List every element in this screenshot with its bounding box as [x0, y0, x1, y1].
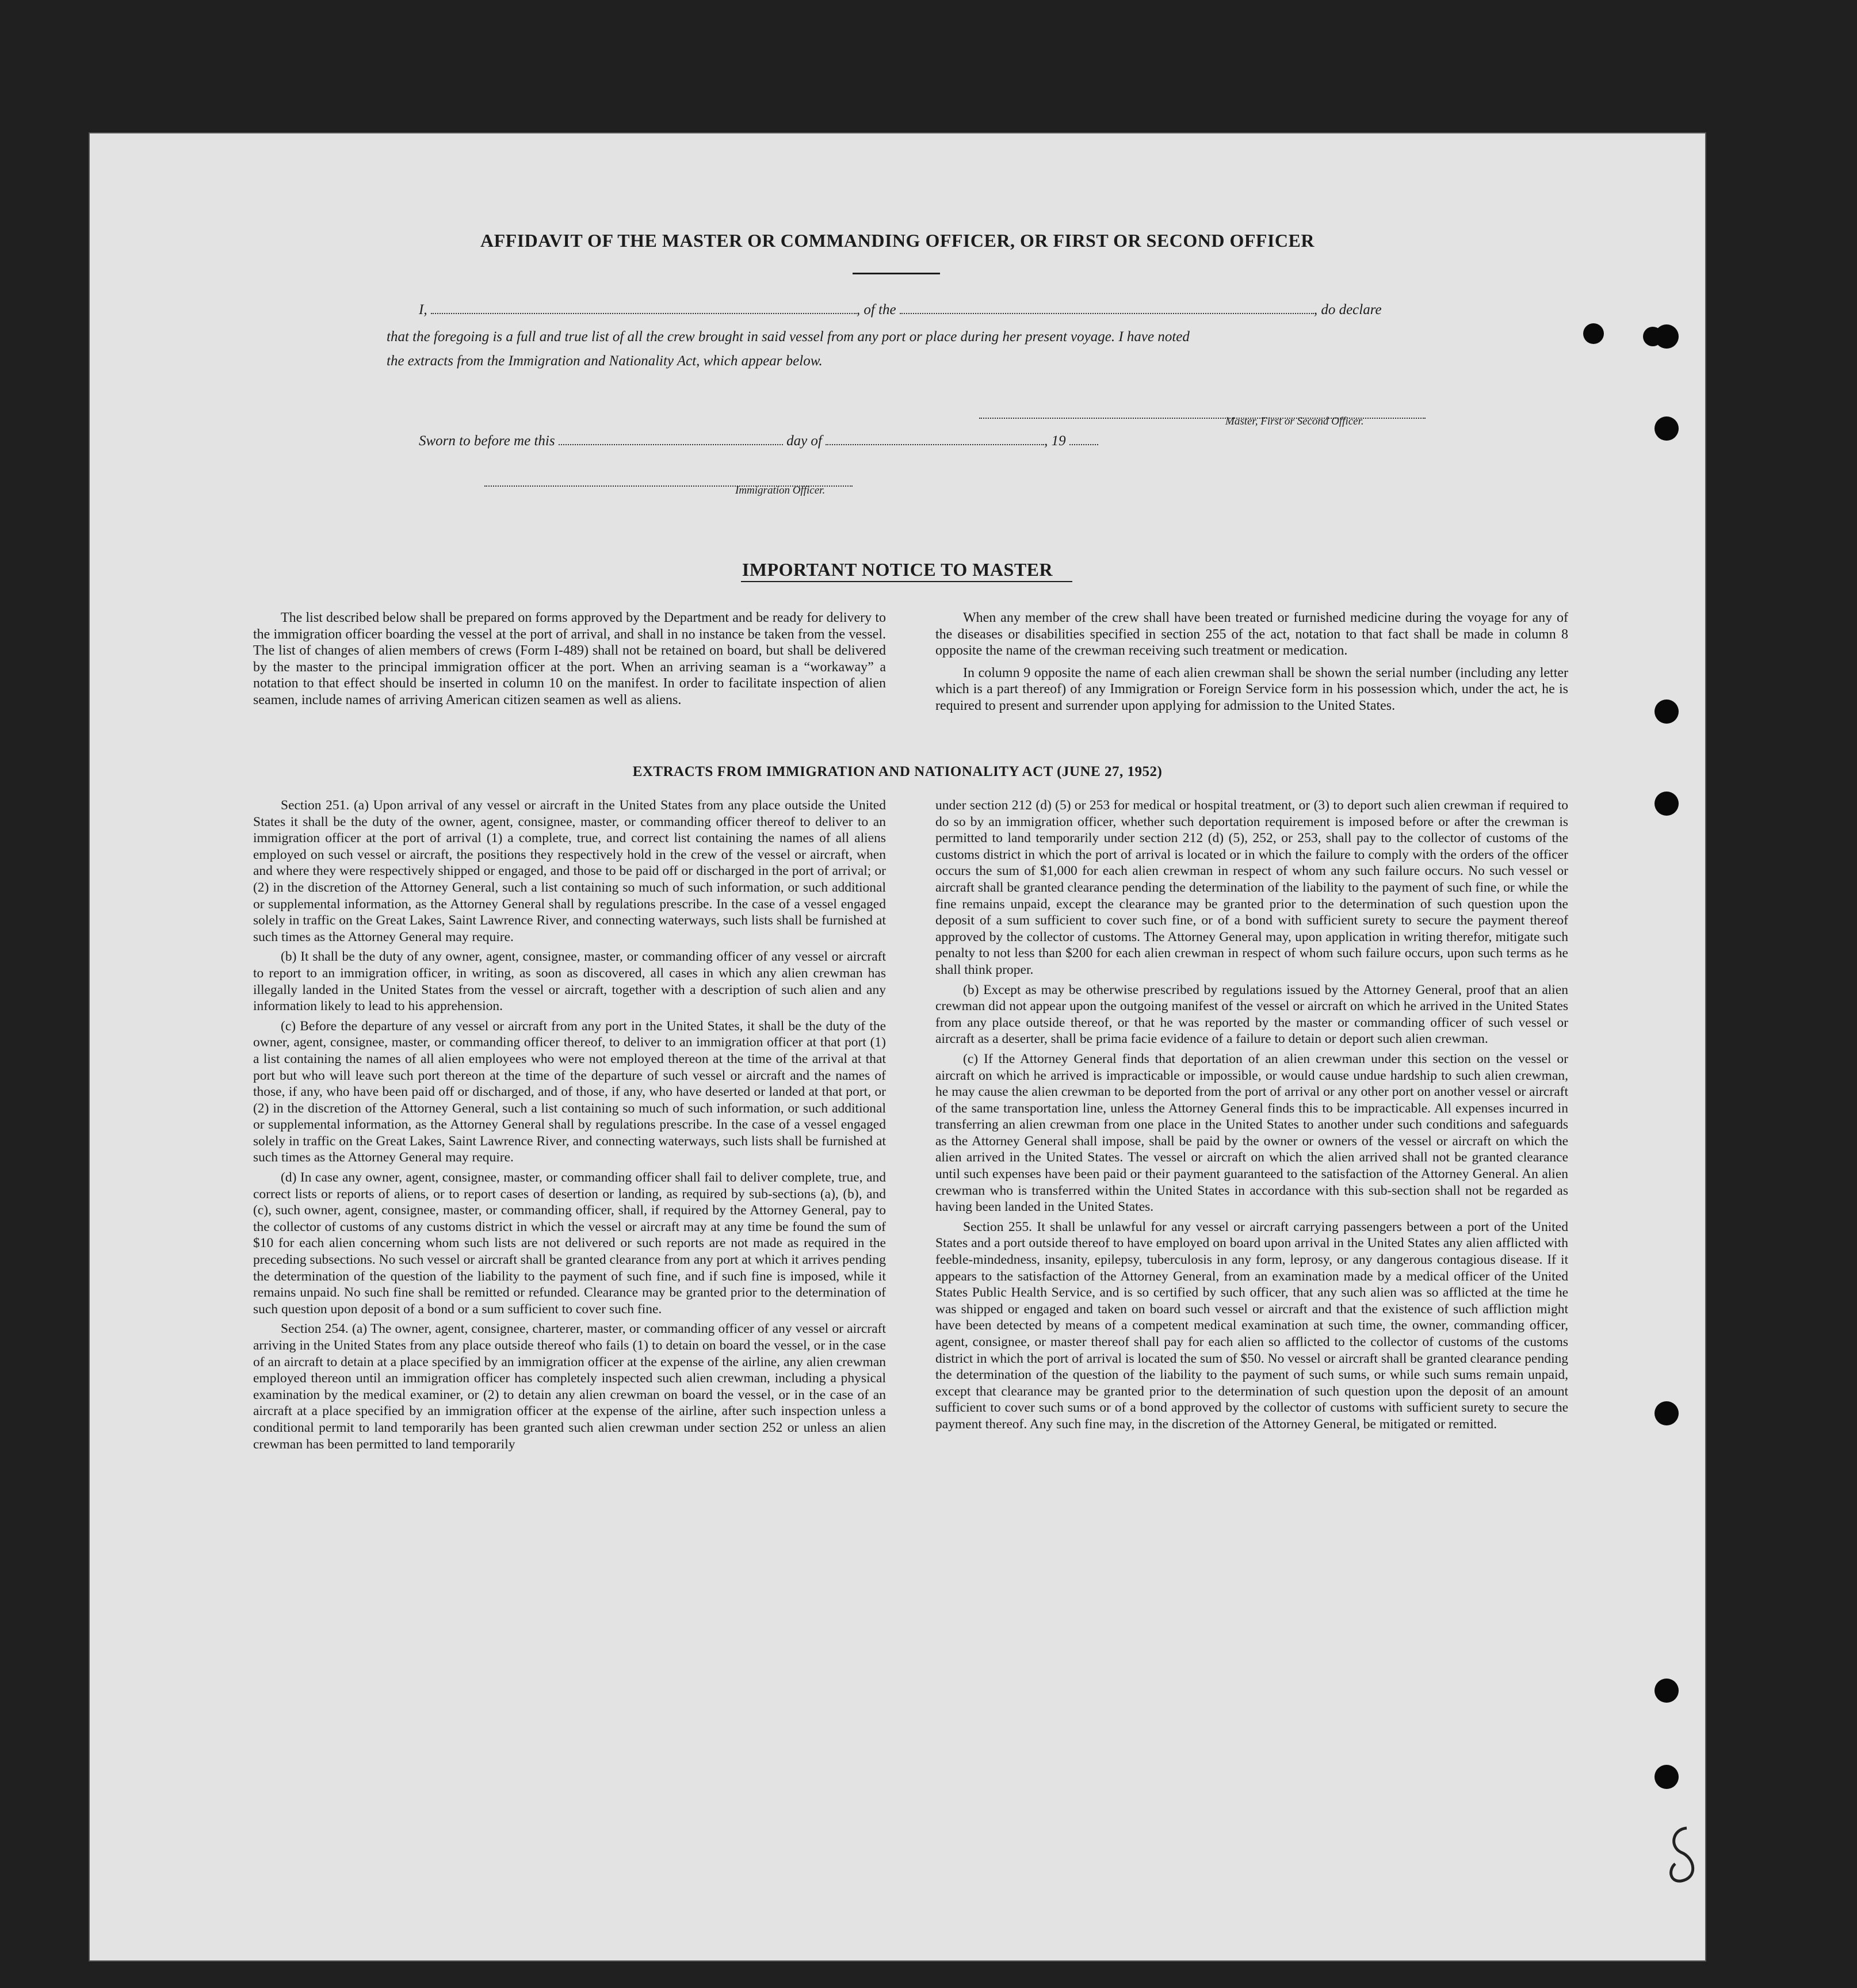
- extract-paragraph: Section 254. (a) The owner, agent, consignee, charterer, master, or commanding officer of any vessel or aircraft arriving in the United States from any place outside thereof who fails (1) to detain on board the vessel, or in the case of an aircraft to detain at a place specified by an immigration officer at the expense of the airline, any alien crewman employed thereon until an immigration officer has completely inspected such alien crewman, including a physical examination by the medical examiner, or (2) to detain any alien crewman on board the vessel, or in the case of an aircraft at a place specified by an immigration officer at the expense of the airline, after such inspection unless a conditional permit to land temporarily has been granted such alien crewman under section 252 or unless an alien crewman has been permitted to land temporarily: [253, 1321, 886, 1452]
- extract-paragraph: Section 255. It shall be unlawful for any vessel or aircraft carrying passengers between a port of the United States and a port outside thereof to have employed on board upon arrival in the United States any alien afflicted with feeble-mindedness, insanity, epilepsy, tuberculosis in any form, leprosy, or any dangerous contagious disease. If it appears to the satisfaction of the Attorney General, from an examination made by a medical officer of the United States Public Health Service, and is so certified by such officer, that any such alien was so afflicted at the time he was shipped or engaged and taken on board such vessel or aircraft and that the existence of such affliction might have been detected by means of a competent medical examination at such time, the owner, commanding officer, agent, consignee, or master thereof shall pay for each alien so afflicted to the collector of customs of the customs district in which the port of arrival is located the sum of $50. No vessel or aircraft shall be granted clearance pending the determination of the question of the liability to the payment of such sums, or while such sums remain unpaid, except that clearance may be granted prior to the determination of such question upon the deposit of an amount sufficient to cover such sums or of a bond approved by the collector of customs with sufficient surety to secure the payment thereof. Any such fine may, in the discretion of the Attorney General, be mitigated or remitted.: [935, 1219, 1568, 1432]
- sworn-month-field[interactable]: [826, 433, 1044, 445]
- vessel-field[interactable]: [900, 301, 1314, 314]
- punch-hole: [1655, 699, 1679, 724]
- notice-underline: [741, 581, 1072, 582]
- extracts-right-column: [935, 797, 1568, 1436]
- declaration-line-2: that the foregoing is a full and true list of all the crew brought in said vessel from any port or place during her present voyage. I have noted: [387, 329, 1190, 345]
- extract-paragraph: under section 212 (d) (5) or 253 for medical or hospital treatment, or (3) to deport such alien crewman if required to do so by an immigration officer, whether such deportation requirement is imposed before or after the crewman is permitted to land temporarily under section 212 (d) (5), 252, or 253, shall pay to the collector of customs of the customs district in which the port of arrival is located or in which the failure to comply with the orders of the officer occurs the sum of $1,000 for each alien crewman in respect of whom any such failure occurs. No such vessel or aircraft shall be granted clearance pending the determination of the liability to the payment of such fine, or while the fine remains unpaid, except the clearance may be granted prior to the determination of such question upon the deposit of a sum sufficient to cover such fine, or of a bond with sufficient surety to secure the payment thereof approved by the collector of customs. The Attorney General may, upon application in writing therefor, mitigate such penalty to not less than $200 for each alien crewman in respect of whom such failure occurs, upon such terms as he shall think proper.: [935, 798, 1568, 977]
- sworn-year-field[interactable]: [1069, 433, 1098, 445]
- notice-paragraph: In column 9 opposite the name of each alien crewman shall be shown the serial number (including any letter which is a part thereof) of any Immigration or Foreign Service form in his possession which, under the act, he is required to present and surrender upon applying for admission to the United States.: [935, 665, 1568, 713]
- extract-paragraph: (b) It shall be the duty of any owner, agent, consignee, master, or commanding officer of any vessel or aircraft to report to an immigration officer, in writing, as soon as discovered, all cases in which any alien crewman has illegally landed in the United States from the vessel or aircraft, together with a description of such alien and any information likely to lead to his apprehension.: [253, 949, 886, 1014]
- extract-paragraph: (c) If the Attorney General finds that deportation of an alien crewman under this section on the vessel or aircraft on which he arrived is impracticable or impossible, or would cause undue hardship to such alien crewman, he may cause the alien crewman to be deported from the port of arrival or any other port on another vessel or aircraft of the same transportation line, unless the Attorney General finds this to be impracticable. All expenses incurred in transferring an alien crewman from one place in the United States to another under such conditions and safeguards as the Attorney General shall impose, shall be paid by the owner or owners of the vessel or aircraft on which the alien arrived in the United States. The vessel or aircraft on which the alien arrived shall not be granted clearance until such expenses have been paid or their payment guaranteed to the satisfaction of the Attorney General. An alien crewman who is transferred within the United States in accordance with this sub-section shall not be regarded as having been landed in the United States.: [935, 1051, 1568, 1215]
- notice-paragraph: When any member of the crew shall have been treated or furnished medicine during the voyage for any of the diseases or disabilities specified in section 255 of the act, notation to that fact shall be made in column 8 opposite the name of the crewman receiving such treatment or medication.: [935, 610, 1568, 659]
- name-field[interactable]: [431, 301, 857, 314]
- sworn-line: Sworn to before me this day of , 19: [419, 433, 1098, 449]
- master-caption: Master, First or Second Officer.: [1225, 415, 1364, 427]
- extracts-title: EXTRACTS FROM IMMIGRATION AND NATIONALITY ACT (JUNE 27, 1952): [632, 764, 1163, 779]
- punch-hole: [1655, 1765, 1679, 1789]
- extract-paragraph: (c) Before the departure of any vessel or aircraft from any port in the United States, it shall be the duty of the owner, agent, consignee, master, or commanding officer thereof, to deliver to an immigration officer at that port (1) a list containing the names of all alien employees who were not employed thereon at the time of the arrival at that port but who will leave such port thereon at the time of the departure of such vessel or aircraft and the names of those, if any, who have been paid off or discharged, and of those, if any, who have deserted or landed at that port, or (2) in the discretion of the Attorney General, such a list containing so much of such information, or such additional or supplemental information, as the Attorney General shall by regulations prescribe. In the case of a vessel engaged solely in traffic on the Great Lakes, Saint Lawrence River, and connecting waterways, such lists shall be furnished at such times as the Attorney General may require.: [253, 1018, 886, 1165]
- declaration-line-3: the extracts from the Immigration and Nationality Act, which appear below.: [387, 353, 823, 369]
- notice-right-column: [935, 610, 1568, 720]
- extracts-left-column: [253, 797, 886, 1456]
- punch-hole: [1655, 792, 1679, 816]
- notice-title: IMPORTANT NOTICE TO MASTER: [742, 559, 1053, 580]
- punch-hole: [1655, 1679, 1679, 1703]
- extract-paragraph: (b) Except as may be otherwise prescribed by regulations issued by the Attorney General, proof that an alien crewman did not appear upon the outgoing manifest of the vessel or aircraft on which he arrived in the United States from any place outside thereof, or that he was reported by the master or commanding officer of such vessel or aircraft as a deserter, shall be prima facie evidence of a failure to detain or deport such alien crewman.: [935, 982, 1568, 1047]
- affidavit-title: AFFIDAVIT OF THE MASTER OR COMMANDING OFFICER, OR FIRST OR SECOND OFFICER: [480, 230, 1315, 251]
- handwritten-mark: [1664, 1823, 1704, 1887]
- notice-paragraph: The list described below shall be prepared on forms approved by the Department and be ready for delivery to the immigration officer boarding the vessel at the port of arrival, and shall in no instance be taken from the vessel. The list of changes of alien members of crews (Form I-489) shall not be retained on board, but shall be delivered by the master to the principal immigration officer at the port. When an arriving seaman is a “workaway” a notation to that effect should be inserted in column 10 on the manifest. In order to facilitate inspection of alien seamen, include names of arriving American citizen seamen as well as aliens.: [253, 610, 886, 708]
- affidavit-section: [90, 133, 1705, 536]
- notice-left-column: [253, 610, 886, 714]
- declaration-line-1: I, , of the , do declare: [419, 302, 1382, 318]
- title-underline: [853, 273, 940, 274]
- extract-paragraph: (d) In case any owner, agent, consignee, master, or commanding officer shall fail to deliver complete, true, and correct lists or reports of aliens, or to report cases of desertion or landing, as required by sub-sections (a), (b), and (c), such owner, agent, consignee, master, or commanding officer, shall, if required by the Attorney General, pay to the collector of customs of any customs district in which the vessel or aircraft may at any time be found the sum of $10 for each alien concerning whom such lists are not delivered or such reports are not made as required in the preceding subsections. No such vessel or aircraft shall be granted clearance from any port at which it arrives pending the determination of the question of the liability to the payment of such fine, and if such fine is imposed, while it remains unpaid. No such fine shall be remitted or refunded. Clearance may be granted prior to the determination of such question upon deposit of a bond or a sum sufficient to cover such fine.: [253, 1170, 886, 1317]
- sworn-day-field[interactable]: [559, 433, 783, 445]
- extract-paragraph: Section 251. (a) Upon arrival of any vessel or aircraft in the United States from any place outside the United States it shall be the duty of the owner, agent, consignee, master, or commanding officer thereof to deliver to an immigration officer at the port of arrival (1) a complete, true, and correct list containing the names of all aliens employed on such vessel or aircraft, the positions they respectively hold in the crew of the vessel or aircraft, when and where they were respectively shipped or engaged, and those to be paid off or discharged in the port of arrival; or (2) in the discretion of the Attorney General, such a list containing so much of such information, or such additional or supplemental information, as the Attorney General shall by regulations prescribe. In the case of a vessel engaged solely in traffic on the Great Lakes, Saint Lawrence River, and connecting waterways, such lists shall be furnished at such times as the Attorney General may require.: [253, 798, 886, 945]
- punch-hole: [1655, 1401, 1679, 1425]
- officer-caption: Immigration Officer.: [735, 484, 826, 496]
